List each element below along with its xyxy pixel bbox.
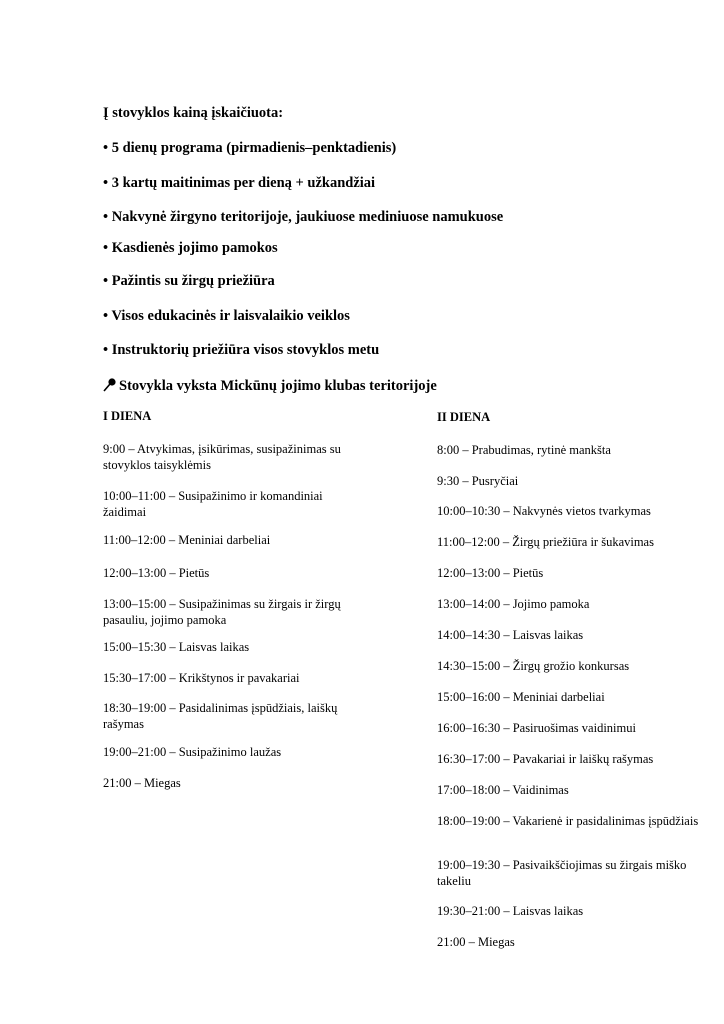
- schedule-item: 21:00 – Miegas: [437, 935, 515, 949]
- schedule-item: 18:00–19:00 – Vakarienė ir pasidalinimas įspūdžiais: [437, 814, 699, 828]
- schedule-item: 18:30–19:00 – Pasidalinimas įspūdžiais, laiškų rašymas: [103, 701, 338, 731]
- day1-title: I DIENA: [103, 409, 152, 423]
- schedule-item: 10:00–10:30 – Nakvynės vietos tvarkymas: [437, 504, 651, 518]
- location-line: [103, 377, 437, 395]
- schedule-item: 9:00 – Atvykimas, įsikūrimas, susipažinimas su stovyklos taisyklėmis: [103, 442, 341, 472]
- schedule-item: 11:00–12:00 – Žirgų priežiūra ir šukavimas: [437, 535, 654, 549]
- day2-title: II DIENA: [437, 410, 491, 424]
- schedule-item: 13:00–15:00 – Susipažinimas su žirgais ir žirgų pasauliu, jojimo pamoka: [103, 597, 341, 627]
- schedule-item: 16:30–17:00 – Pavakariai ir laiškų rašymas: [437, 752, 654, 766]
- schedule-item: 15:30–17:00 – Krikštynos ir pavakariai: [103, 671, 300, 685]
- list-item: • Nakvynė žirgyno teritorijoje, jaukiuose mediniuose namukuose: [103, 209, 504, 225]
- schedule-item: 17:00–18:00 – Vaidinimas: [437, 783, 569, 797]
- schedule-item: 10:00–11:00 – Susipažinimo ir komandiniai žaidimai: [103, 489, 323, 519]
- schedule-item: 19:30–21:00 – Laisvas laikas: [437, 904, 584, 918]
- schedule-item: 14:00–14:30 – Laisvas laikas: [437, 628, 584, 642]
- schedule-item: 19:00–19:30 – Pasivaikščiojimas su žirgais miško takeliu: [437, 858, 687, 888]
- schedule-item: 13:00–14:00 – Jojimo pamoka: [437, 597, 590, 611]
- list-item: • Visos edukacinės ir laisvalaikio veiklos: [103, 308, 350, 324]
- schedule-item: 11:00–12:00 – Meniniai darbeliai: [103, 533, 271, 547]
- schedule-item: 15:00–16:00 – Meniniai darbeliai: [437, 690, 605, 704]
- list-item: • Kasdienės jojimo pamokos: [103, 240, 278, 256]
- schedule-item: 12:00–13:00 – Pietūs: [103, 566, 210, 580]
- schedule-item: 8:00 – Prabudimas, rytinė mankšta: [437, 443, 611, 457]
- schedule-item: 12:00–13:00 – Pietūs: [437, 566, 544, 580]
- schedule-item: 9:30 – Pusryčiai: [437, 474, 519, 488]
- list-item: • 3 kartų maitinimas per dieną + užkandžiai: [103, 175, 376, 191]
- list-item: • Pažintis su žirgų priežiūra: [103, 273, 275, 289]
- pushpin-icon: [103, 377, 116, 392]
- schedule-item: 15:00–15:30 – Laisvas laikas: [103, 640, 250, 654]
- schedule-item: 19:00–21:00 – Susipažinimo laužas: [103, 745, 282, 759]
- schedule-item: 14:30–15:00 – Žirgų grožio konkursas: [437, 659, 630, 673]
- schedule-item: 16:00–16:30 – Pasiruošimas vaidinimui: [437, 721, 636, 735]
- list-item: • 5 dienų programa (pirmadienis–penktadienis): [103, 140, 397, 156]
- list-item: • Instruktorių priežiūra visos stovyklos metu: [103, 342, 380, 358]
- schedule-item: 21:00 – Miegas: [103, 776, 181, 790]
- location-text: Stovykla vyksta Mickūnų jojimo klubas teritorijoje: [119, 378, 437, 394]
- price-includes-heading: Į stovyklos kainą įskaičiuota:: [103, 105, 284, 121]
